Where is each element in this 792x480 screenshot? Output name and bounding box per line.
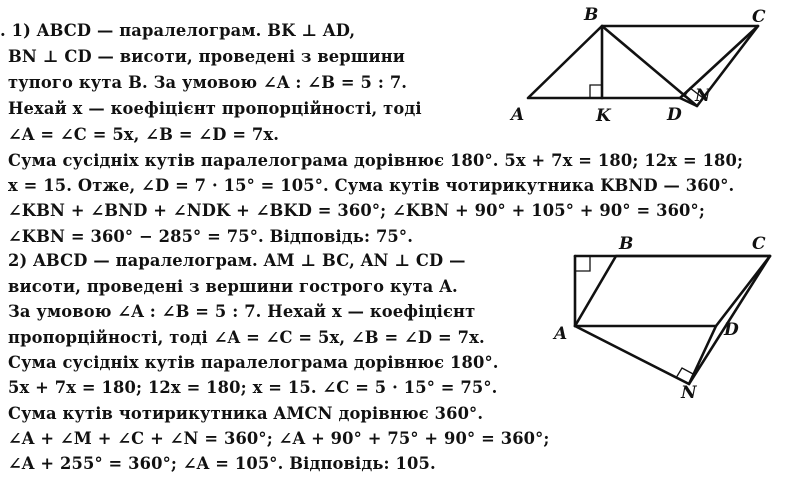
fig1-right-angle-k [590, 85, 602, 98]
fig1-height-bn [602, 26, 697, 106]
p2-line-8: ∠A + ∠M + ∠C + ∠N = 360°; ∠A + 90° + 75° + 90° = 360°; [8, 429, 550, 448]
fig1-label-a: A [511, 105, 525, 125]
fig2-right-angle-m [575, 256, 590, 271]
fig1-label-k: K [596, 106, 611, 126]
figure-2-parallelogram [550, 230, 792, 400]
p2-line-7: Сума кутів чотирикутника AMCN дорівнює 360°. [8, 404, 484, 423]
p1-line-5: ∠A = ∠C = 5x, ∠B = ∠D = 7x. [8, 125, 280, 144]
p2-line-6: 5x + 7x = 180; 12x = 180; x = 15. ∠C = 5 · 15° = 75°. [8, 378, 498, 397]
fig2-label-a: A [554, 324, 568, 344]
p2-line-9: ∠A + 255° = 360°; ∠A = 105°. Відповідь: 105. [8, 454, 436, 473]
p1-line-4: Нехай x — коефіцієнт пропорційності, тоді [8, 99, 422, 118]
fig2-parallelogram-abcd [575, 256, 770, 326]
fig2-height-an [575, 326, 689, 384]
p2-line-4: пропорційності, тоді ∠A = ∠C = 5x, ∠B = ∠D = 7x. [8, 328, 485, 347]
p1-line-6: Сума сусідніх кутів паралелограма дорівнює 180°. 5x + 7x = 180; 12x = 180; [8, 151, 744, 170]
p1-line-8: ∠KBN + ∠BND + ∠NDK + ∠BKD = 360°; ∠KBN + 90° + 105° + 90° = 360°; [8, 201, 705, 220]
p1-line-1: . 1) ABCD — паралелограм. BK ⊥ AD, [0, 21, 356, 40]
fig2-label-c: C [752, 234, 766, 254]
fig1-label-n: N [695, 86, 711, 106]
p2-line-2: висоти, проведені з вершини гострого кута A. [8, 277, 458, 296]
p2-line-3: За умовою ∠A : ∠B = 5 : 7. Нехай x — коефіцієнт [8, 302, 476, 321]
fig1-label-c: C [752, 7, 766, 27]
p2-line-5: Сума сусідніх кутів паралелограма дорівнює 180°. [8, 353, 499, 372]
fig1-label-b: B [584, 5, 599, 25]
fig1-label-d: D [667, 105, 682, 125]
p1-line-3: тупого кута B. За умовою ∠A : ∠B = 5 : 7. [8, 73, 408, 92]
fig2-label-b: B [619, 234, 634, 254]
fig2-label-d: D [724, 320, 739, 340]
p1-line-2: BN ⊥ CD — висоти, проведені з вершини [8, 47, 406, 66]
p1-line-7: x = 15. Отже, ∠D = 7 · 15° = 105°. Сума кутів чотирикутника KBND — 360°. [8, 176, 735, 195]
p2-line-1: 2) ABCD — паралелограм. AM ⊥ BC, AN ⊥ CD — [8, 251, 466, 270]
p1-line-9: ∠KBN = 360° − 285° = 75°. Відповідь: 75°. [8, 227, 414, 246]
figure-1-parallelogram [500, 0, 792, 130]
fig2-label-n: N [681, 383, 697, 400]
